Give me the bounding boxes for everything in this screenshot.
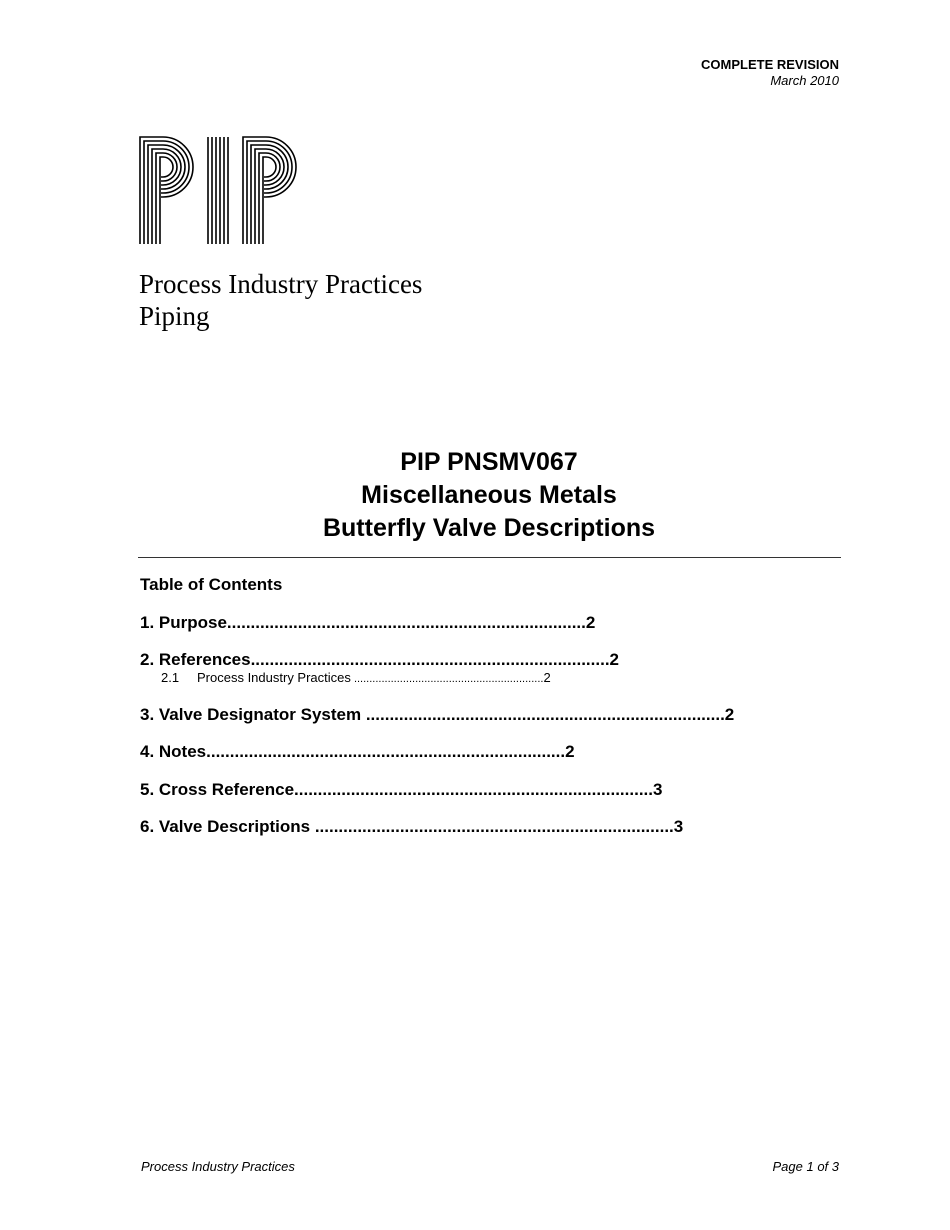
table-of-contents (140, 613, 735, 837)
toc-entry-purpose[interactable] (140, 613, 596, 633)
document-subject: Butterfly Valve Descriptions (322, 514, 656, 542)
toc-entry-page: 2 (565, 742, 575, 761)
toc-entry-label: 1. Purpose (140, 613, 227, 632)
toc-leader: ............................................................................ (206, 742, 566, 761)
footer-page-number: Page 1 of 3 (772, 1159, 839, 1174)
toc-leader: ............................................................................ (310, 817, 674, 836)
toc-leader: ............................................................................ (294, 780, 653, 799)
toc-entry-page: 2 (609, 650, 620, 669)
toc-subentry-label: Process Industry Practices (197, 670, 351, 685)
document-category: Miscellaneous Metals (361, 481, 617, 509)
toc-entry-notes[interactable] (140, 742, 575, 762)
organization-block (139, 268, 422, 332)
toc-entry-page: 3 (673, 817, 684, 836)
toc-entry-label: 6. Valve Descriptions (140, 817, 311, 836)
toc-entry-cross-reference[interactable] (140, 780, 663, 800)
toc-entry-page: 3 (653, 780, 663, 799)
footer-organization: Process Industry Practices (141, 1159, 295, 1174)
revision-date: March 2010 (770, 73, 839, 88)
toc-entry-label: 3. Valve Designator System (140, 705, 362, 724)
toc-entry-label: 5. Cross Reference (140, 780, 295, 799)
revision-header (701, 57, 839, 89)
toc-entry-valve-descriptions[interactable] (140, 817, 684, 837)
toc-leader: ............................................................................ (226, 613, 586, 632)
logo-letter-p1 (140, 137, 193, 244)
organization-name: Process Industry Practices (139, 269, 423, 299)
toc-entry-references[interactable] (140, 650, 620, 670)
toc-entry-label: 4. Notes (140, 742, 207, 761)
toc-subentry-process-industry-practices[interactable] (140, 670, 551, 687)
toc-entry-label: 2. References (140, 650, 251, 669)
toc-heading: Table of Contents (140, 575, 283, 594)
toc-subentry-page: 2 (543, 670, 551, 685)
title-divider (138, 557, 841, 558)
document-title (138, 446, 840, 545)
revision-status: COMPLETE REVISION (701, 57, 839, 72)
discipline-name: Piping (139, 301, 210, 331)
toc-entry-valve-designator-system[interactable] (140, 705, 735, 725)
pip-logo-icon (139, 136, 301, 244)
toc-leader: ............................................................................ (361, 705, 725, 724)
toc-entry-page: 2 (724, 705, 735, 724)
logo-letter-i (208, 137, 228, 244)
toc-leader: ............................................................................ (250, 650, 610, 669)
toc-entry-page: 2 (585, 613, 596, 632)
toc-subentry-number: 2.1 (161, 670, 180, 685)
toc-leader: .............................................................. (350, 673, 544, 685)
logo-letter-p2 (243, 137, 296, 244)
document-number: PIP PNSMV067 (400, 448, 578, 476)
